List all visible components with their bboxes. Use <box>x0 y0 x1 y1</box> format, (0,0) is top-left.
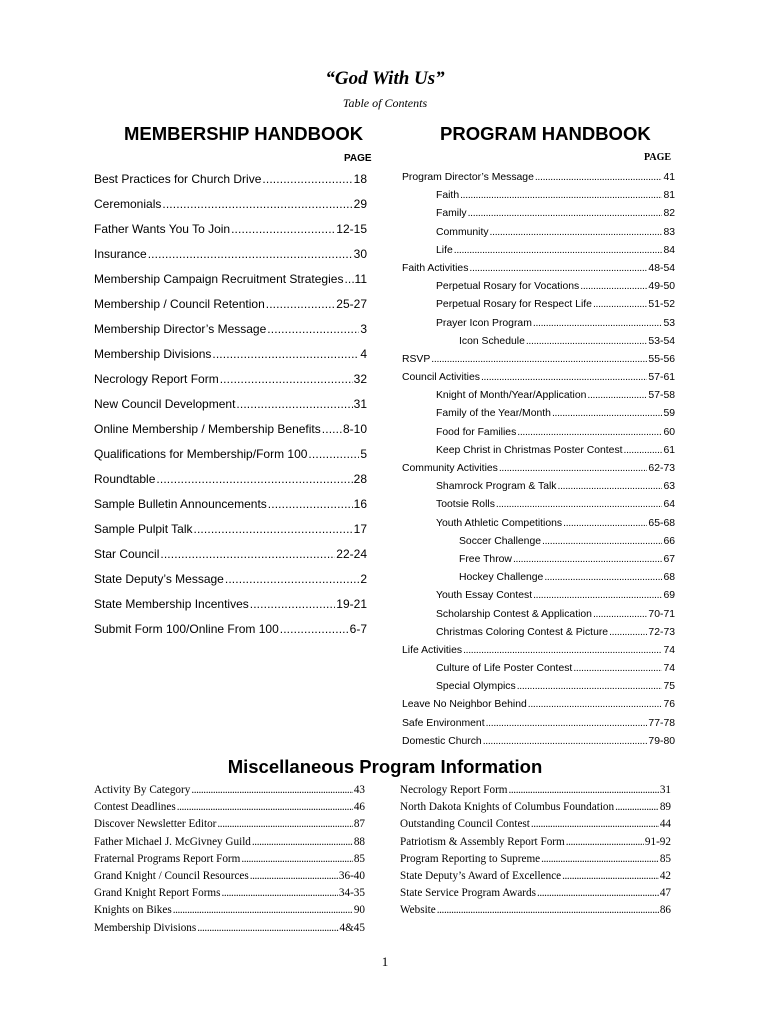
toc-entry-title: Contest Deadlines <box>94 801 176 814</box>
toc-entry <box>400 902 671 919</box>
toc-entry <box>402 533 675 551</box>
toc-entry <box>402 678 675 696</box>
toc-entry <box>402 496 675 514</box>
program-heading: PROGRAM HANDBOOK <box>440 123 651 144</box>
toc-entry-page: 77-78 <box>648 717 675 729</box>
toc-entry-title: Roundtable <box>94 472 156 486</box>
toc-entry <box>94 267 367 292</box>
toc-entry-title: Domestic Church <box>402 735 482 747</box>
toc-entry-page: 70-71 <box>648 608 675 620</box>
toc-entry-title: Qualifications for Membership/Form 100 <box>94 447 308 461</box>
toc-entry-title: Shamrock Program & Talk <box>436 481 557 493</box>
toc-entry <box>400 851 671 868</box>
toc-entry-title: New Council Development <box>94 397 236 411</box>
dot-leader <box>593 606 647 624</box>
toc-entry-page: 3 <box>360 322 367 336</box>
toc-entry-page: 68 <box>663 572 675 584</box>
toc-entry-title: Hockey Challenge <box>459 572 544 584</box>
toc-entry-title: Best Practices for Church Drive <box>94 172 262 186</box>
toc-entry <box>94 242 367 267</box>
toc-entry-page: 61 <box>663 444 675 456</box>
dot-leader <box>468 205 663 223</box>
toc-entry <box>402 333 675 351</box>
toc-entry <box>400 799 671 816</box>
toc-entry-page: 57-58 <box>648 390 675 402</box>
toc-entry-title: Membership Campaign Recruitment Strategies <box>94 272 344 286</box>
toc-entry-page: 53-54 <box>648 335 675 347</box>
dot-leader <box>463 642 662 660</box>
toc-entry <box>94 567 367 592</box>
toc-entry <box>94 592 367 617</box>
toc-entry <box>94 392 367 417</box>
toc-entry-title: Membership Director’s Message <box>94 322 267 336</box>
toc-entry-title: Membership / Council Retention <box>94 297 265 311</box>
dot-leader <box>160 542 335 567</box>
toc-entry <box>94 868 365 885</box>
toc-entry <box>402 224 675 242</box>
document-subtitle: Table of Contents <box>342 96 428 110</box>
toc-entry-page: 12-15 <box>336 222 367 236</box>
toc-entry <box>400 816 671 833</box>
dot-leader <box>322 417 342 442</box>
toc-entry <box>402 315 675 333</box>
toc-entry <box>400 885 671 902</box>
toc-entry-title: Father Wants You To Join <box>94 222 231 236</box>
toc-entry-page: 41 <box>663 172 675 183</box>
toc-entry <box>402 733 675 751</box>
dot-leader <box>437 902 659 919</box>
toc-entry-page: 75 <box>663 681 675 693</box>
dot-leader <box>194 517 353 542</box>
toc-entry-page: 55-56 <box>648 353 675 365</box>
toc-entry <box>94 192 367 217</box>
toc-entry-title: Outstanding Council Contest <box>400 818 530 831</box>
toc-entry-page: 5 <box>360 447 367 461</box>
toc-entry-title: Ceremonials <box>94 197 162 211</box>
toc-entry-title: Keep Christ in Christmas Poster Contest <box>436 444 623 456</box>
misc-heading: Miscellaneous Program Information <box>227 756 543 777</box>
toc-entry-title: Life Activities <box>402 644 463 656</box>
toc-entry <box>94 442 367 467</box>
dot-leader <box>231 217 335 242</box>
toc-entry-page: 25-27 <box>336 297 367 311</box>
dot-leader <box>490 224 663 242</box>
toc-entry-page: 32 <box>353 372 367 386</box>
dot-leader <box>197 920 338 937</box>
dot-leader <box>469 260 647 278</box>
dot-leader <box>615 799 659 816</box>
toc-entry-page: 36-40 <box>338 869 365 882</box>
dot-leader <box>220 367 353 392</box>
toc-entry <box>402 169 675 187</box>
dot-leader <box>566 834 644 851</box>
toc-entry-page: 86 <box>659 904 671 917</box>
dot-leader <box>496 496 663 514</box>
toc-entry <box>402 424 675 442</box>
toc-entry-page: 44 <box>659 818 671 831</box>
dot-leader <box>533 315 663 333</box>
toc-entry <box>94 834 365 851</box>
membership-heading: MEMBERSHIP HANDBOOK <box>124 123 364 144</box>
toc-entry <box>402 442 675 460</box>
toc-entry-page: 6-7 <box>349 622 367 636</box>
dot-leader <box>486 715 648 733</box>
misc-left-list <box>94 782 365 937</box>
toc-entry-title: State Deputy’s Award of Excellence <box>400 869 562 882</box>
toc-entry <box>94 617 367 642</box>
dot-leader <box>541 851 659 868</box>
toc-entry <box>94 342 367 367</box>
toc-entry <box>402 351 675 369</box>
toc-entry <box>402 515 675 533</box>
toc-entry <box>94 517 367 542</box>
dot-leader <box>517 678 663 696</box>
toc-entry-page: 34-35 <box>338 887 365 900</box>
toc-entry-title: Star Council <box>94 547 160 561</box>
toc-entry-page: 51-52 <box>648 299 675 311</box>
toc-entry-page: 28 <box>353 472 367 486</box>
toc-entry-page: 72-73 <box>648 626 675 638</box>
toc-entry-title: Online Membership / Membership Benefits <box>94 422 321 436</box>
document-title: “God With Us” <box>325 68 445 89</box>
toc-entry-page: 59 <box>663 408 675 420</box>
program-toc-list <box>402 169 675 751</box>
toc-entry-title: Community Activities <box>402 463 498 474</box>
program-page-label: PAGE <box>644 152 672 163</box>
toc-entry <box>402 551 675 569</box>
toc-entry-page: 48-54 <box>648 262 675 274</box>
toc-entry-title: Knight of Month/Year/Application <box>436 390 587 402</box>
toc-entry <box>94 492 367 517</box>
toc-entry <box>402 296 675 314</box>
toc-entry-title: Activity By Category <box>94 784 191 796</box>
toc-entry-page: 31 <box>659 784 671 796</box>
dot-leader <box>580 278 647 296</box>
toc-entry-page: 69 <box>663 590 675 602</box>
toc-entry-page: 66 <box>663 535 675 547</box>
dot-leader <box>431 351 647 369</box>
dot-leader <box>177 799 353 816</box>
toc-entry-title: Fraternal Programs Report Form <box>94 852 241 865</box>
toc-entry <box>94 885 365 902</box>
dot-leader <box>535 169 663 187</box>
toc-entry-page: 43 <box>353 784 365 796</box>
toc-entry-page: 84 <box>663 244 675 256</box>
toc-entry <box>402 387 675 405</box>
toc-entry <box>400 782 671 799</box>
toc-entry-title: Family of the Year/Month <box>436 408 551 420</box>
toc-entry-page: 49-50 <box>648 281 675 293</box>
toc-entry <box>402 660 675 678</box>
dot-leader <box>236 392 352 417</box>
toc-entry-title: Grand Knight Report Forms <box>94 887 221 900</box>
dot-leader <box>162 192 352 217</box>
toc-entry-title: State Membership Incentives <box>94 597 249 611</box>
toc-entry-title: Prayer Icon Program <box>436 317 532 329</box>
dot-leader <box>252 834 353 851</box>
toc-entry-page: 90 <box>353 904 365 917</box>
toc-entry <box>94 851 365 868</box>
membership-toc-list <box>94 167 367 642</box>
toc-entry-title: Leave No Neighbor Behind <box>402 699 527 711</box>
toc-entry-page: 8-10 <box>342 422 367 436</box>
dot-leader <box>537 885 659 902</box>
toc-entry <box>94 799 365 816</box>
dot-leader <box>573 660 662 678</box>
toc-entry <box>94 167 367 192</box>
dot-leader <box>562 868 659 885</box>
toc-entry-title: Soccer Challenge <box>459 535 542 547</box>
toc-entry-page: 83 <box>663 226 675 238</box>
toc-entry-page: 46 <box>353 801 365 814</box>
toc-entry-page: 89 <box>659 801 671 814</box>
toc-entry-page: 22-24 <box>336 547 367 561</box>
toc-entry <box>94 782 365 799</box>
dot-leader <box>212 342 359 367</box>
dot-leader <box>624 442 663 460</box>
toc-entry-title: RSVP <box>402 353 431 365</box>
toc-entry <box>94 417 367 442</box>
dot-leader <box>587 387 647 405</box>
dot-leader <box>609 624 647 642</box>
toc-entry <box>94 542 367 567</box>
toc-entry <box>94 920 365 937</box>
toc-entry-page: 30 <box>353 247 367 261</box>
toc-entry-title: Membership Divisions <box>94 347 212 361</box>
toc-entry-page: 18 <box>353 172 367 186</box>
toc-entry-page: 4&45 <box>339 921 365 934</box>
toc-entry-title: Food for Families <box>436 426 517 438</box>
toc-entry-title: Patriotism & Assembly Report Form <box>400 835 565 848</box>
dot-leader <box>344 267 353 292</box>
toc-entry-title: Website <box>400 904 436 917</box>
toc-entry-page: 4 <box>360 347 367 361</box>
toc-entry-title: Necrology Report Form <box>400 784 508 796</box>
toc-entry-title: Faith <box>436 190 460 202</box>
toc-entry-title: Discover Newsletter Editor <box>94 818 217 831</box>
toc-entry-title: Submit Form 100/Online From 100 <box>94 622 279 636</box>
toc-entry <box>400 834 671 851</box>
dot-leader <box>513 551 663 569</box>
dot-leader <box>544 569 662 587</box>
toc-entry-title: Necrology Report Form <box>94 372 219 386</box>
dot-leader <box>481 369 647 387</box>
dot-leader <box>593 296 647 314</box>
dot-leader <box>460 187 662 205</box>
toc-entry <box>402 624 675 642</box>
toc-entry-page: 85 <box>659 852 671 865</box>
toc-entry <box>94 902 365 919</box>
toc-entry-title: Perpetual Rosary for Respect Life <box>436 299 592 311</box>
toc-entry-title: Culture of Life Poster Contest <box>436 663 573 675</box>
toc-entry-title: Program Reporting to Supreme <box>400 852 541 865</box>
page-number: 1 <box>381 954 389 969</box>
dot-leader <box>308 442 359 467</box>
toc-entry <box>94 292 367 317</box>
toc-entry-page: 63 <box>663 481 675 493</box>
toc-entry-page: 42 <box>659 869 671 882</box>
misc-right-list <box>400 782 671 920</box>
toc-entry-title: Youth Essay Contest <box>436 590 533 602</box>
toc-entry-title: Christmas Coloring Contest & Picture <box>436 626 609 638</box>
toc-entry-page: 53 <box>663 317 675 329</box>
dot-leader <box>517 424 662 442</box>
toc-entry <box>402 278 675 296</box>
toc-entry-page: 2 <box>360 572 367 586</box>
toc-entry-title: Knights on Bikes <box>94 904 172 917</box>
dot-leader <box>225 567 359 592</box>
dot-leader <box>552 405 663 423</box>
toc-entry <box>402 478 675 496</box>
toc-entry <box>402 405 675 423</box>
toc-entry-title: Insurance <box>94 247 147 261</box>
toc-entry <box>402 606 675 624</box>
toc-entry <box>402 369 675 387</box>
dot-leader <box>221 885 337 902</box>
toc-entry-title: Icon Schedule <box>459 335 525 347</box>
toc-entry-page: 47 <box>659 887 671 900</box>
toc-entry-title: Scholarship Contest & Application <box>436 608 592 620</box>
dot-leader <box>499 460 648 478</box>
toc-entry-page: 88 <box>353 835 365 848</box>
membership-page-label: PAGE <box>344 153 372 164</box>
dot-leader <box>542 533 662 551</box>
toc-entry-page: 82 <box>663 208 675 220</box>
dot-leader <box>262 167 352 192</box>
dot-leader <box>454 242 663 260</box>
dot-leader <box>266 292 336 317</box>
toc-entry-page: 31 <box>353 397 367 411</box>
toc-entry <box>402 460 675 478</box>
toc-entry-title: Membership Divisions <box>94 921 197 934</box>
toc-entry-title: Grand Knight / Council Resources <box>94 869 249 882</box>
toc-entry <box>94 467 367 492</box>
toc-entry <box>402 242 675 260</box>
toc-entry-page: 57-61 <box>648 372 675 384</box>
toc-entry-page: 85 <box>353 852 365 865</box>
toc-entry-title: Program Director’s Message <box>402 172 534 183</box>
toc-entry-title: Community <box>436 226 489 238</box>
dot-leader <box>268 492 353 517</box>
toc-entry <box>402 187 675 205</box>
dot-leader <box>156 467 352 492</box>
toc-entry-page: 19-21 <box>336 597 367 611</box>
toc-entry-title: Free Throw <box>459 553 512 565</box>
dot-leader <box>563 515 647 533</box>
dot-leader <box>250 868 338 885</box>
toc-entry-page: 60 <box>663 426 675 438</box>
toc-entry <box>94 367 367 392</box>
toc-entry-title: North Dakota Knights of Columbus Foundation <box>400 801 615 814</box>
toc-entry-page: 16 <box>353 497 367 511</box>
toc-entry <box>402 696 675 714</box>
dot-leader <box>173 902 353 919</box>
toc-entry-title: Council Activities <box>402 372 480 384</box>
toc-entry-title: Life <box>436 244 453 256</box>
toc-entry <box>402 205 675 223</box>
toc-entry-page: 67 <box>663 553 675 565</box>
toc-entry-page: 64 <box>663 499 675 511</box>
toc-entry-page: 81 <box>663 190 675 202</box>
toc-entry <box>94 217 367 242</box>
dot-leader <box>509 782 659 799</box>
toc-entry-title: Youth Athletic Competitions <box>436 517 563 529</box>
toc-entry <box>94 816 365 833</box>
toc-entry-page: 76 <box>663 699 675 711</box>
dot-leader <box>533 587 662 605</box>
toc-entry-page: 74 <box>663 663 675 675</box>
toc-entry-title: State Deputy’s Message <box>94 572 224 586</box>
dot-leader <box>526 333 648 351</box>
toc-entry <box>94 317 367 342</box>
dot-leader <box>267 317 359 342</box>
dot-leader <box>148 242 353 267</box>
toc-entry <box>400 868 671 885</box>
dot-leader <box>217 816 352 833</box>
toc-entry-page: 29 <box>353 197 367 211</box>
toc-entry-title: Sample Bulletin Announcements <box>94 497 267 511</box>
toc-entry-title: Tootsie Rolls <box>436 499 495 511</box>
toc-entry-title: State Service Program Awards <box>400 887 536 900</box>
toc-entry-title: Safe Environment <box>402 717 485 729</box>
dot-leader <box>528 696 663 714</box>
toc-entry-page: 91-92 <box>644 835 671 848</box>
toc-entry-title: Father Michael J. McGivney Guild <box>94 835 251 848</box>
dot-leader <box>558 478 663 496</box>
toc-entry <box>402 569 675 587</box>
toc-entry-page: 65-68 <box>648 517 675 529</box>
toc-entry <box>402 642 675 660</box>
toc-entry-page: 11 <box>354 272 367 286</box>
dot-leader <box>241 851 352 868</box>
toc-entry <box>402 715 675 733</box>
toc-entry-page: 17 <box>353 522 367 536</box>
toc-entry-title: Faith Activities <box>402 262 469 274</box>
toc-entry-title: Family <box>436 208 467 220</box>
toc-entry-title: Special Olympics <box>436 681 516 693</box>
dot-leader <box>191 782 352 799</box>
dot-leader <box>483 733 648 751</box>
toc-entry-page: 74 <box>663 644 675 656</box>
toc-entry-title: Perpetual Rosary for Vocations <box>436 281 580 293</box>
dot-leader <box>531 816 659 833</box>
toc-entry-page: 87 <box>353 818 365 831</box>
toc-entry-title: Sample Pulpit Talk <box>94 522 193 536</box>
dot-leader <box>250 592 336 617</box>
toc-entry <box>402 260 675 278</box>
dot-leader <box>280 617 349 642</box>
toc-entry-page: 62-73 <box>648 463 675 474</box>
toc-entry-page: 79-80 <box>648 735 675 747</box>
toc-entry <box>402 587 675 605</box>
